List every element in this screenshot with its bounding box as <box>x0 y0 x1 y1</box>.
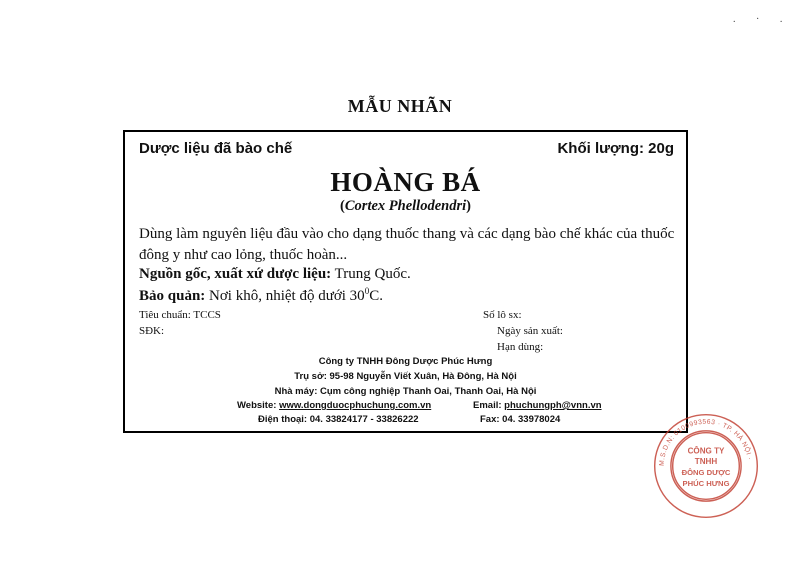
website-link[interactable]: www.dongduocphuchung.com.vn <box>279 400 432 411</box>
latin-name-text: Cortex Phellodendri <box>344 198 467 214</box>
usage-text: Dùng làm nguyên liệu đầu vào cho dạng thuốc thang và các dạng bào chế khác của thuốc đông y như cao lỏng, thuốc hoàn... <box>139 226 675 263</box>
origin-label: Nguồn gốc, xuất xứ dược liệu: <box>139 266 332 282</box>
seal-ring-text: M.S.D.N: 0100993563 · TP. HÀ NỘI · <box>658 418 753 467</box>
expiry-date-field: Hạn dùng: <box>497 341 544 353</box>
registration-field: SĐK: <box>139 325 165 337</box>
email-label: Email: <box>473 400 505 411</box>
company-fax: Fax: 04. 33978024 <box>480 414 561 425</box>
origin-value: Trung Quốc. <box>331 266 411 282</box>
product-weight: Khối lượng: 20g <box>557 140 674 157</box>
company-name: Công ty TNHH Đông Dược Phúc Hưng <box>318 356 493 367</box>
product-label <box>123 130 688 433</box>
product-category: Dược liệu đã bào chế <box>139 140 293 157</box>
manufacture-date-field: Ngày sản xuất: <box>497 325 563 337</box>
batch-number-field: Số lô sx: <box>483 309 522 321</box>
seal-line-1: CÔNG TY <box>687 446 725 456</box>
latin-name <box>125 198 686 215</box>
storage-line <box>139 288 383 305</box>
storage-unit: C. <box>369 288 383 304</box>
latin-close: ) <box>466 198 471 214</box>
website-label: Website: <box>237 400 280 411</box>
company-website <box>237 400 431 411</box>
seal-line-2: TNHH <box>694 457 718 467</box>
origin-line <box>139 266 411 283</box>
standard-field: Tiêu chuẩn: TCCS <box>139 309 221 321</box>
company-head-office: Trụ sở: 95-98 Nguyễn Viết Xuân, Hà Đông, Hà Nội <box>294 371 517 382</box>
company-factory: Nhà máy: Cụm công nghiệp Thanh Oai, Thanh Oai, Hà Nội <box>274 386 537 397</box>
storage-label: Bảo quản: <box>139 288 206 304</box>
product-name: HOÀNG BÁ <box>330 167 481 197</box>
storage-value: Nơi khô, nhiệt độ dưới 30 <box>205 288 365 304</box>
scan-marks: . · . <box>733 14 792 25</box>
company-phone: Điện thoại: 04. 33824177 - 33826222 <box>258 414 419 425</box>
company-seal-icon <box>652 412 760 520</box>
email-link[interactable]: phuchungph@vnn.vn <box>504 400 602 411</box>
seal-line-4: PHÚC HƯNG <box>682 478 730 488</box>
page-title: MẪU NHÃN <box>347 96 453 116</box>
company-email <box>473 400 602 411</box>
latin-open: ( <box>340 198 345 214</box>
storage-degree: 0 <box>364 286 370 296</box>
seal-line-3: ĐÔNG DƯỢC <box>681 468 731 477</box>
